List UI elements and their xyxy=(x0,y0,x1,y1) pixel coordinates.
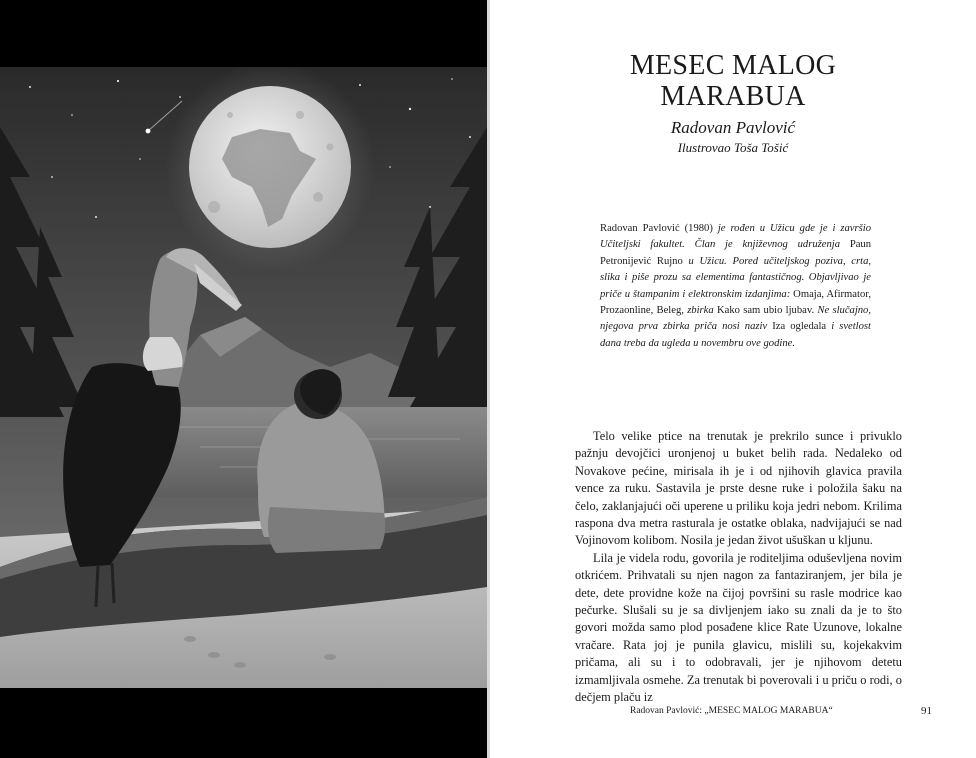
author-bio xyxy=(600,221,871,352)
story-paragraph-1: Telo velike ptice na trenutak je prekrilo sunce i privuklo pažnju devojčici uronjenoj u buket belih rada. Nedaleko od Novakove pećine, mirisala ih je i od njihovih glavica pravila vence za ruku. Sastavila je prste desne ruke i položila šaku na čelo, zaklanjajući oči uperene u priliku koja jedri nebom. Krilima raspona dva metra rasturala je ostatke oblaka, nadvijajući se nad Vojinovom kolibom. Nosila je jedan život ušuškan u kljunu. xyxy=(575,429,902,548)
bio-run: Radovan Pavlović (1980) xyxy=(600,223,718,234)
story-paragraph-2: Lila je videla rodu, govorila je roditeljima oduševljena novim otkrićem. Prihvatali su njen nagon za fantaziranjem, jer bila je dete, dete providne kože na čijoj površini su rasle modrice kao pečurke. Slušali su je sa divljenjem iako su znali da je to što govori možda samo plod posađene klice Rate Uzunove, lokalne vračare. Rata joj je punila glavicu, mislili su, kojekakvim pričama, ali su i to odobravali, jer je njihovom detetu izmamljivala osmehe. Za trenutak bi poverovali i u priču o rodi, o dečjem plaču iz xyxy=(575,550,902,705)
bio-run: zbirka xyxy=(687,305,717,317)
bio-run: Ne slučajno, njegova prva zbirka priča nosi naziv xyxy=(600,305,872,333)
illustration xyxy=(0,67,487,688)
bio-run: Omaja, Afirmator, Prozaonline, Beleg, xyxy=(600,288,871,317)
bio-run: i svetlost dana treba da ugleda u novembru ove godine. xyxy=(600,321,871,349)
illustrator-credit: Ilustrovao Toša Tošić xyxy=(677,140,789,155)
author-bio-paragraph xyxy=(600,221,871,352)
story-title xyxy=(490,50,976,112)
bio-run: Iza ogledala xyxy=(772,321,832,333)
story-title-line-1: MESEC MALOG xyxy=(629,50,837,81)
author-name: Radovan Pavlović xyxy=(670,118,796,137)
left-page xyxy=(0,0,487,758)
bio-run: je rođen u Užicu gde je i završio Učiteljski fakultet. Član je književnog udruženja xyxy=(600,223,871,251)
page-number: 91 xyxy=(921,705,932,717)
bio-run: Kako sam ubio ljubav. xyxy=(716,305,818,317)
running-title: Radovan Pavlović: „MESEC MALOG MARABUA“ xyxy=(630,706,833,716)
bio-run: Paun Petronijević Rujno xyxy=(600,239,871,267)
story-title-line-2: MARABUA xyxy=(660,81,806,112)
story-body xyxy=(575,428,902,707)
bio-run: u Užicu. Pored učiteljskog poziva, crta, slika i piše prozu sa elementima fantastičnog. Objavljivao je priče u štampanim i elektronskim izdanjima: xyxy=(600,255,872,300)
right-page xyxy=(490,0,976,758)
